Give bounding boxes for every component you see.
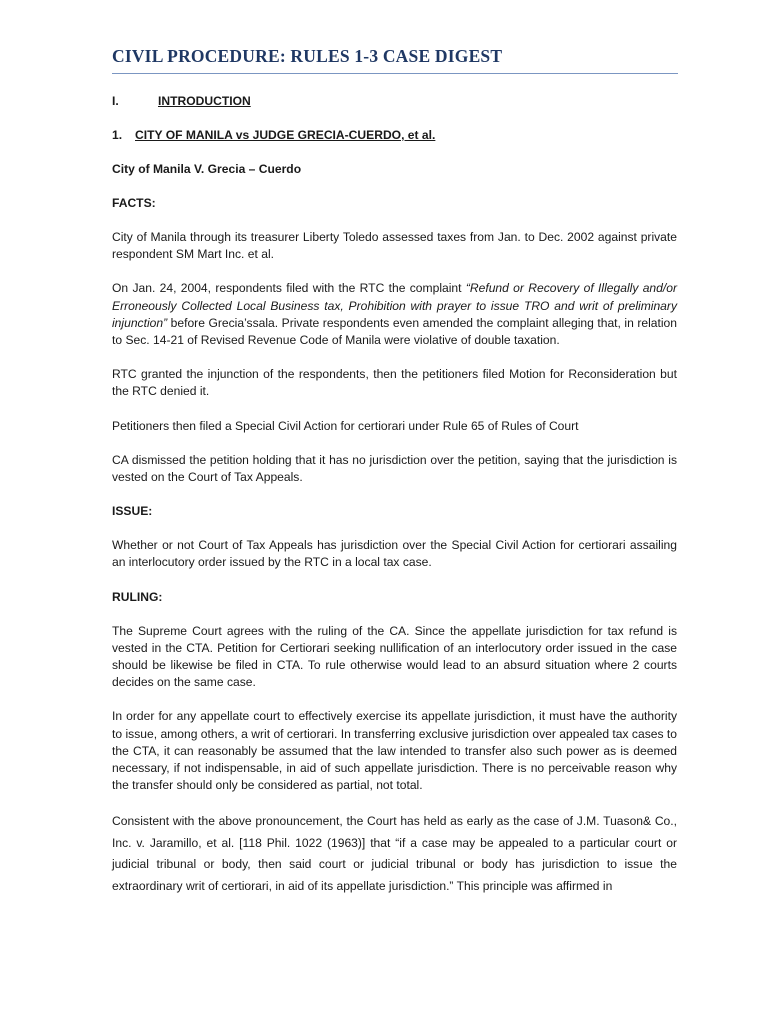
document-body — [112, 93, 677, 897]
facts-paragraph-4: Petitioners then filed a Special Civil Action for certiorari under Rule 65 of Rules of Court — [112, 418, 579, 433]
case-number: 1. — [112, 128, 123, 142]
facts-label: FACTS: — [112, 196, 156, 210]
issue-label: ISSUE: — [112, 504, 153, 519]
section-label: INTRODUCTION — [158, 94, 251, 108]
case-title: CITY OF MANILA vs JUDGE GRECIA-CUERDO, et al. — [135, 128, 436, 142]
case-heading — [112, 127, 677, 144]
facts-paragraph-3: RTC granted the injunction of the respondents, then the petitioners filed Motion for Reconsideration but the RTC denied it. — [112, 367, 677, 399]
complaint-title: “Refund or Recovery of Illegally and/or Erroneously Collected Local Business tax, Prohibition with prayer to issue TRO and writ of preliminary injunction” — [112, 281, 677, 330]
ruling-paragraph-1: The Supreme Court agrees with the ruling of the CA. Since the appellate jurisdiction for tax refund is vested in the CTA. Petition for Certiorari seeking nullification of an interlocutory order issued in the case should be likewise be filed in CTA. To rule otherwise would lead to an absurd situation where 2 courts decides on the same case. — [112, 623, 677, 690]
facts-p2-end: before Grecia’ssala. Private respondents even amended the complaint alleging that, in relation to Sec. 14-21 of Revised Revenue Code of Manila were violative of double taxation. — [112, 315, 677, 348]
section-number: I. — [112, 94, 119, 108]
ruling-label: RULING: — [112, 589, 163, 604]
facts-p2-start: On Jan. 24, 2004, respondents filed with the RTC the complaint — [112, 281, 466, 296]
facts-paragraph-2 — [112, 280, 677, 349]
title-divider — [112, 73, 678, 74]
issue-paragraph: Whether or not Court of Tax Appeals has jurisdiction over the Special Civil Action for certiorari assailing an interlocutory order issued by the RTC in a local tax case. — [112, 538, 677, 570]
document-title: CIVIL PROCEDURE: RULES 1-3 CASE DIGEST — [112, 46, 503, 66]
section-heading — [112, 93, 677, 110]
facts-paragraph-1: City of Manila through its treasurer Liberty Toledo assessed taxes from Jan. to Dec. 2002 against private respondent SM Mart Inc. et al. — [112, 230, 677, 262]
ruling-paragraph-3: Consistent with the above pronouncement, the Court has held as early as the case of J.M. Tuason& Co., Inc. v. Jaramillo, et al. [118 Phil. 1022 (1963)] that “if a case may be appealed to a particular court or judicial tribunal or body, then said court or judicial tribunal or body has jurisdiction to issue the extraordinary writ of certiorari, in aid of its appellate jurisdiction.” This principle was affirmed in — [112, 814, 677, 893]
case-subtitle: City of Manila V. Grecia – Cuerdo — [112, 162, 302, 176]
facts-paragraph-5: CA dismissed the petition holding that it has no jurisdiction over the petition, saying that the jurisdiction is vested on the Court of Tax Appeals. — [112, 452, 677, 485]
ruling-paragraph-2: In order for any appellate court to effectively exercise its appellate jurisdiction, it must have the authority to issue, among others, a writ of certiorari. In transferring exclusive jurisdiction over appealed tax cases to the CTA, it can reasonably be assumed that the law intended to transfer also such power as is deemed necessary, if not indispensable, in aid of such appellate jurisdiction. There is no perceivable reason why the transfer should only be considered as partial, not total. — [112, 709, 677, 793]
